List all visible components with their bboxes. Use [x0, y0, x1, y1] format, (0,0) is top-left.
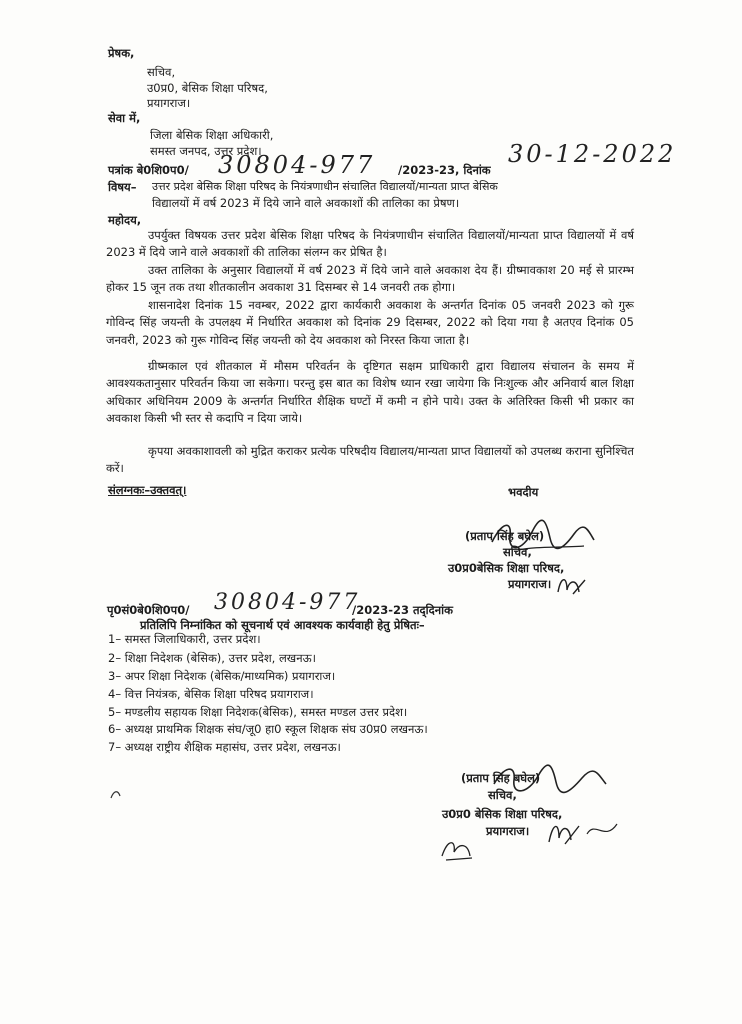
copy-list-item: 1– समस्त जिलाधिकारी, उत्तर प्रदेश।: [108, 632, 261, 646]
body-paragraph-5: कृपया अवकाशावली को मुद्रित कराकर प्रत्येक परिषदीय विद्यालय/मान्यता प्राप्त विद्यालयों को उपलब्ध कराना सुनिश्चित करें।: [106, 444, 634, 476]
signatory-org-1: उ0प्र0बेसिक शिक्षा परिषद,: [448, 561, 565, 575]
body-paragraph-4: ग्रीष्मकाल एवं शीतकाल में मौसम परिवर्तन के दृष्टिगत सक्षम प्राधिकारी द्वारा विद्यालय संचालन के समय में आवश्यकतानुसार परिवर्तन किया जा सकेगा। परन्तु इस बात का विशेष ध्यान रखा जायेगा कि निःशुल्क और अनिवार्य बाल शिक्षा अधिकार अधिनियम 2009 के अन्तर्गत निर्धारित शैक्षिक घण्टों में कमी न होने पाये। उक्त के अतिरिक्त किसी भी प्रकार का अवकाश किसी भी स्तर से कदापि न दिया जाये।: [106, 359, 634, 425]
sender-line-2: उ0प्र0, बेसिक शिक्षा परिषद,: [147, 81, 268, 95]
copy-list-item: 2– शिक्षा निदेशक (बेसिक), उत्तर प्रदेश, लखनऊ।: [108, 651, 316, 665]
body-paragraph-3: शासनादेश दिनांक 15 नवम्बर, 2022 द्वारा कार्यकारी अवकाश के अन्तर्गत दिनांक 05 जनवरी 2023 को गुरू गोविन्द सिंह जयन्ती के उपलक्ष्य में निर्धारित अवकाश को दिनांक 29 दिसम्बर, 2022 को दिया गया है अतएव दिनांक 05 जनवरी, 2023 को गुरू गोविन्द सिंह जयन्ती को देय अवकाश को निरस्त किया जाता है।: [106, 298, 634, 347]
copy-ref-prefix: पृ0सं0बे0शि0प0/: [107, 603, 190, 617]
recipient-line-2: समस्त जनपद, उत्तर प्रदेश।: [150, 144, 262, 158]
initials-2: [545, 812, 625, 852]
recipient-line-1: जिला बेसिक शिक्षा अधिकारी,: [150, 128, 274, 142]
subject-line-1: उत्तर प्रदेश बेसिक शिक्षा परिषद के नियंत्रणाधीन संचालित विद्यालयों/मान्यता प्राप्त बेसिक: [152, 180, 498, 193]
signatory-name-2: (प्रताप सिंह बघेल): [461, 771, 541, 785]
copy-list-item: 7– अध्यक्ष राष्ट्रीय शैक्षिक महासंघ, उत्तर प्रदेश, लखनऊ।: [108, 740, 341, 754]
copy-ref-suffix: /2023-23 तद्‌दिनांक: [352, 603, 453, 617]
margin-mark: [108, 786, 124, 802]
body-paragraph-1: उपर्युक्त विषयक उत्तर प्रदेश बेसिक शिक्षा परिषद के नियंत्रणाधीन संचालित विद्यालयों/मान्यता प्राप्त विद्यालयों में वर्ष 2023 में दिये जाने वाले अवकाशों की तालिका संलग्न कर प्रेषित है।: [106, 228, 634, 260]
signatory-city-1: प्रयागराज।: [508, 577, 552, 591]
copy-intro: प्रतिलिपि निम्नांकित को सूचनार्थ एवं आवश्यक कार्यवाही हेतु प्रेषितः–: [140, 618, 425, 632]
letter-number-prefix: पत्रांक बे0शि0प0/: [108, 163, 189, 177]
sender-label: प्रेषक,: [108, 46, 135, 60]
body-paragraph-2: उक्त तालिका के अनुसार विद्यालयों में वर्ष 2023 में दिये जाने वाले अवकाश देय हैं। ग्रीष्मावकाश 20 मई से प्रारम्भ होकर 15 जून तक तथा शीतकालीन अवकाश 31 दिसम्बर से 14 जनवरी तक होगा।: [106, 263, 634, 295]
recipient-label: सेवा में,: [108, 111, 141, 125]
signatory-title-2: सचिव,: [488, 788, 517, 802]
clerk-initials: [438, 834, 478, 864]
copy-list-item: 4– वित्त नियंत्रक, बेसिक शिक्षा परिषद प्रयागराज।: [108, 687, 314, 701]
signatory-title-1: सचिव,: [503, 545, 532, 559]
signatory-city-2: प्रयागराज।: [486, 824, 530, 838]
signatory-name-1: (प्रताप सिंह बघेल): [465, 529, 545, 543]
subject-line-2: विद्यालयों में वर्ष 2023 में दिये जाने वाले अवकाशों की तालिका का प्रेषण।: [152, 196, 460, 210]
handwritten-letter-number: 30804-977: [218, 151, 376, 179]
sender-line-1: सचिव,: [147, 65, 176, 79]
signatory-org-2: उ0प्र0 बेसिक शिक्षा परिषद,: [442, 807, 563, 821]
enclosure-note: संलग्नकः–उक्तवत्।: [108, 483, 187, 497]
copy-list-item: 3– अपर शिक्षा निदेशक (बेसिक/माध्यमिक) प्रयागराज।: [108, 669, 336, 683]
closing: भवदीय: [508, 485, 539, 499]
initials-1: [555, 572, 587, 598]
copy-list-item: 5– मण्डलीय सहायक शिक्षा निदेशक(बेसिक), समस्त मण्डल उत्तर प्रदेश।: [108, 705, 408, 719]
sender-line-3: प्रयागराज।: [147, 96, 191, 110]
letter-year-date-label: /2023-23, दिनांक: [398, 163, 491, 177]
salutation: महोदय,: [108, 213, 142, 227]
handwritten-letter-date: 30-12-2022: [508, 140, 677, 168]
subject-label: विषय–: [108, 180, 137, 194]
copy-list-item: 6– अध्यक्ष प्राथमिक शिक्षक संघ/जू0 हा0 स्कूल शिक्षक संघ उ0प्र0 लखनऊ।: [108, 722, 428, 736]
handwritten-copy-number: 30804-977: [214, 590, 361, 615]
